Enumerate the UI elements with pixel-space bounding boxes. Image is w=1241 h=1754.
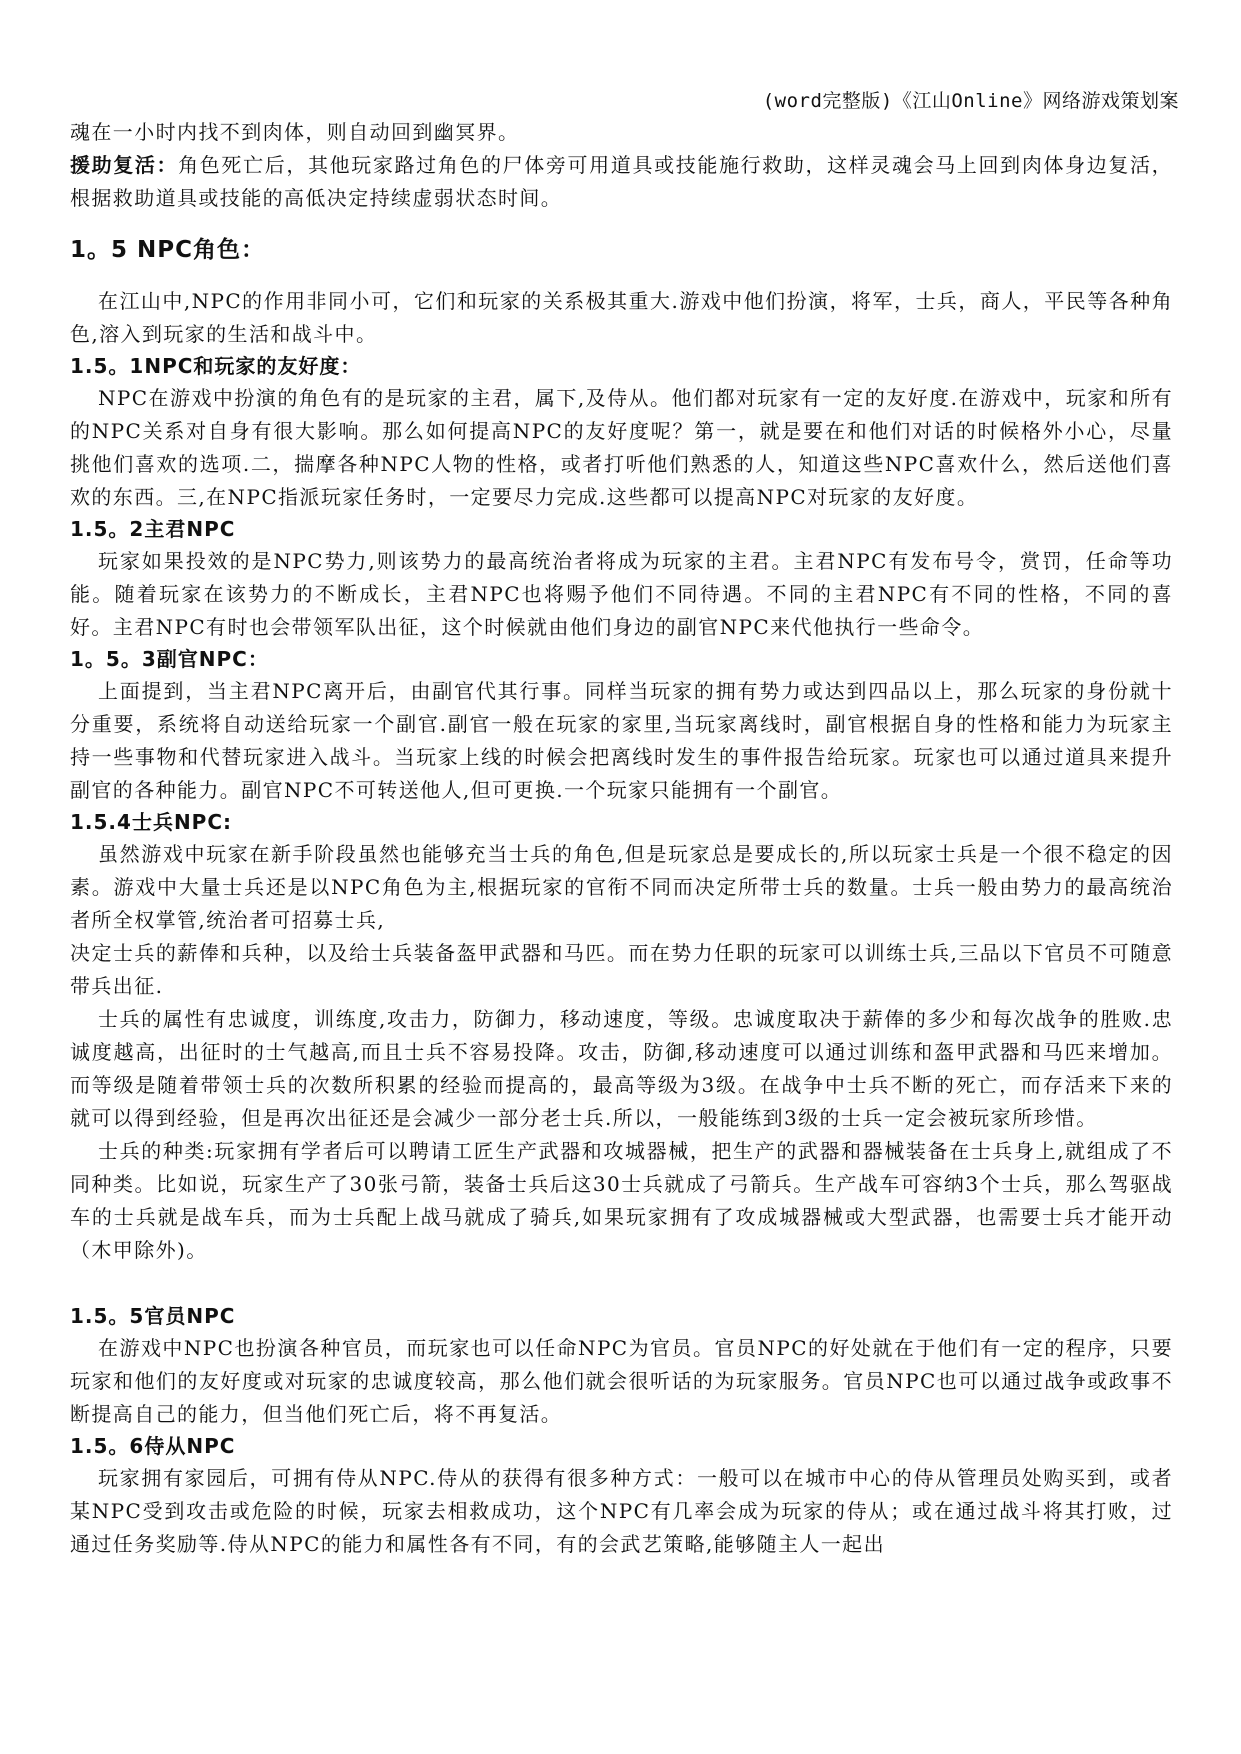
subsection-title: 1.5。6侍从NPC [70,1434,236,1458]
paragraph: 玩家拥有家园后，可拥有侍从NPC.侍从的获得有很多种方式：一般可以在城市中心的侍从管理员处购买到，或者某NPC受到攻击或危险的时候，玩家去相救成功，这个NPC有几率会成为玩家的侍从；或在通过战斗将其打败，过通过任务奖励等.侍从NPC的能力和属性各有不同，有的会武艺策略,能够随主人一起出 [70,1466,1173,1556]
spacer [70,1267,1173,1301]
paragraph: 决定士兵的薪俸和兵种，以及给士兵装备盔甲武器和马匹。而在势力任职的玩家可以训练士兵,三品以下官员不可随意带兵出征. [70,941,1174,998]
paragraph: NPC在游戏中扮演的角色有的是玩家的主君，属下,及侍从。他们都对玩家有一定的友好度.在游戏中，玩家和所有的NPC关系对自身有很大影响。那么如何提高NPC的友好度呢？第一，就是要在和他们对话的时候格外小心，尽量挑他们喜欢的选项.二，揣摩各种NPC人物的性格，或者打听他们熟悉的人，知道这些NPC喜欢什么，然后送他们喜欢的东西。三,在NPC指派玩家任务时，一定要尽力完成.这些都可以提高NPC对玩家的友好度。 [70,386,1173,509]
subsection-title: 1.5。1NPC和玩家的友好度： [70,354,362,378]
paragraph: 士兵的属性有忠诚度，训练度,攻击力，防御力，移动速度，等级。忠诚度取决于薪俸的多少和每次战争的胜败.忠诚度越高，出征时的士气越高,而且士兵不容易投降。攻击，防御,移动速度可以通过训练和盔甲武器和马匹来增加。而等级是随着带领士兵的次数所积累的经验而提高的，最高等级为3级。在战争中士兵不断的死亡，而存活来下来的就可以得到经验，但是再次出征还是会减少一部分老士兵.所以，一般能练到3级的士兵一定会被玩家所珍惜。 [70,1007,1173,1130]
term-label: 援助复活： [70,153,179,177]
paragraph: 玩家如果投效的是NPC势力,则该势力的最高统治者将成为玩家的主君。主君NPC有发布号令，赏罚，任命等功能。随着玩家在该势力的不断成长，主君NPC也将赐予他们不同待遇。不同的主君NPC有不同的性格，不同的喜好。主君NPC有时也会带领军队出征，这个时候就由他们身边的副官NPC来代他执行一些命令。 [70,549,1173,639]
document-body [70,116,1173,1561]
paragraph: 在游戏中NPC也扮演各种官员，而玩家也可以任命NPC为官员。官员NPC的好处就在于他们有一定的程序，只要玩家和他们的友好度或对玩家的忠诚度较高，那么他们就会很听话的为玩家服务。官员NPC也可以通过战争或政事不断提高自己的能力，但当他们死亡后，将不再复活。 [70,1336,1173,1426]
paragraph: 在江山中,NPC的作用非同小可，它们和玩家的关系极其重大.游戏中他们扮演，将军，士兵，商人，平民等各种角色,溶入到玩家的生活和战斗中。 [70,289,1173,346]
paragraph: 魂在一小时内找不到肉体，则自动回到幽冥界。 [70,120,520,144]
paragraph: 士兵的种类:玩家拥有学者后可以聘请工匠生产武器和攻城器械，把生产的武器和器械装备在士兵身上,就组成了不同种类。比如说，玩家生产了30张弓箭，装备士兵后这30士兵就成了弓箭兵。生产战车可容纳3个士兵，那么驾驱战车的士兵就是战车兵，而为士兵配上战马就成了骑兵,如果玩家拥有了攻成城器械或大型武器，也需要士兵才能开动（木甲除外)。 [70,1139,1173,1262]
paragraph-text: 角色死亡后，其他玩家路过角色的尸体旁可用道具或技能施行救助，这样灵魂会马上回到肉体身边复活，根据救助道具或技能的高低决定持续虚弱状态时间。 [70,153,1174,210]
paragraph: 上面提到，当主君NPC离开后，由副官代其行事。同样当玩家的拥有势力或达到四品以上，那么玩家的身份就十分重要，系统将自动送给玩家一个副官.副官一般在玩家的家里,当玩家离线时，副官根据自身的性格和能力为玩家主持一些事物和代替玩家进入战斗。当玩家上线的时候会把离线时发生的事件报告给玩家。玩家也可以通过道具来提升副官的各种能力。副官NPC不可转送他人,但可更换.一个玩家只能拥有一个副官。 [70,679,1173,802]
paragraph: 虽然游戏中玩家在新手阶段虽然也能够充当士兵的角色,但是玩家总是要成长的,所以玩家士兵是一个很不稳定的因素。游戏中大量士兵还是以NPC角色为主,根据玩家的官衔不同而决定所带士兵的数量。士兵一般由势力的最高统治者所全权掌管,统治者可招募士兵, [70,842,1173,932]
subsection-title: 1.5。2主君NPC [70,517,236,541]
section-title: 1。5 NPC角色： [70,237,265,263]
subsection-title: 1.5.4士兵NPC: [70,810,233,834]
subsection-title: 1。5。3副官NPC： [70,647,269,671]
page-header: (word完整版)《江山Online》网络游戏策划案 [762,90,1179,112]
subsection-title: 1.5。5官员NPC [70,1304,236,1328]
paragraph [70,149,1173,215]
